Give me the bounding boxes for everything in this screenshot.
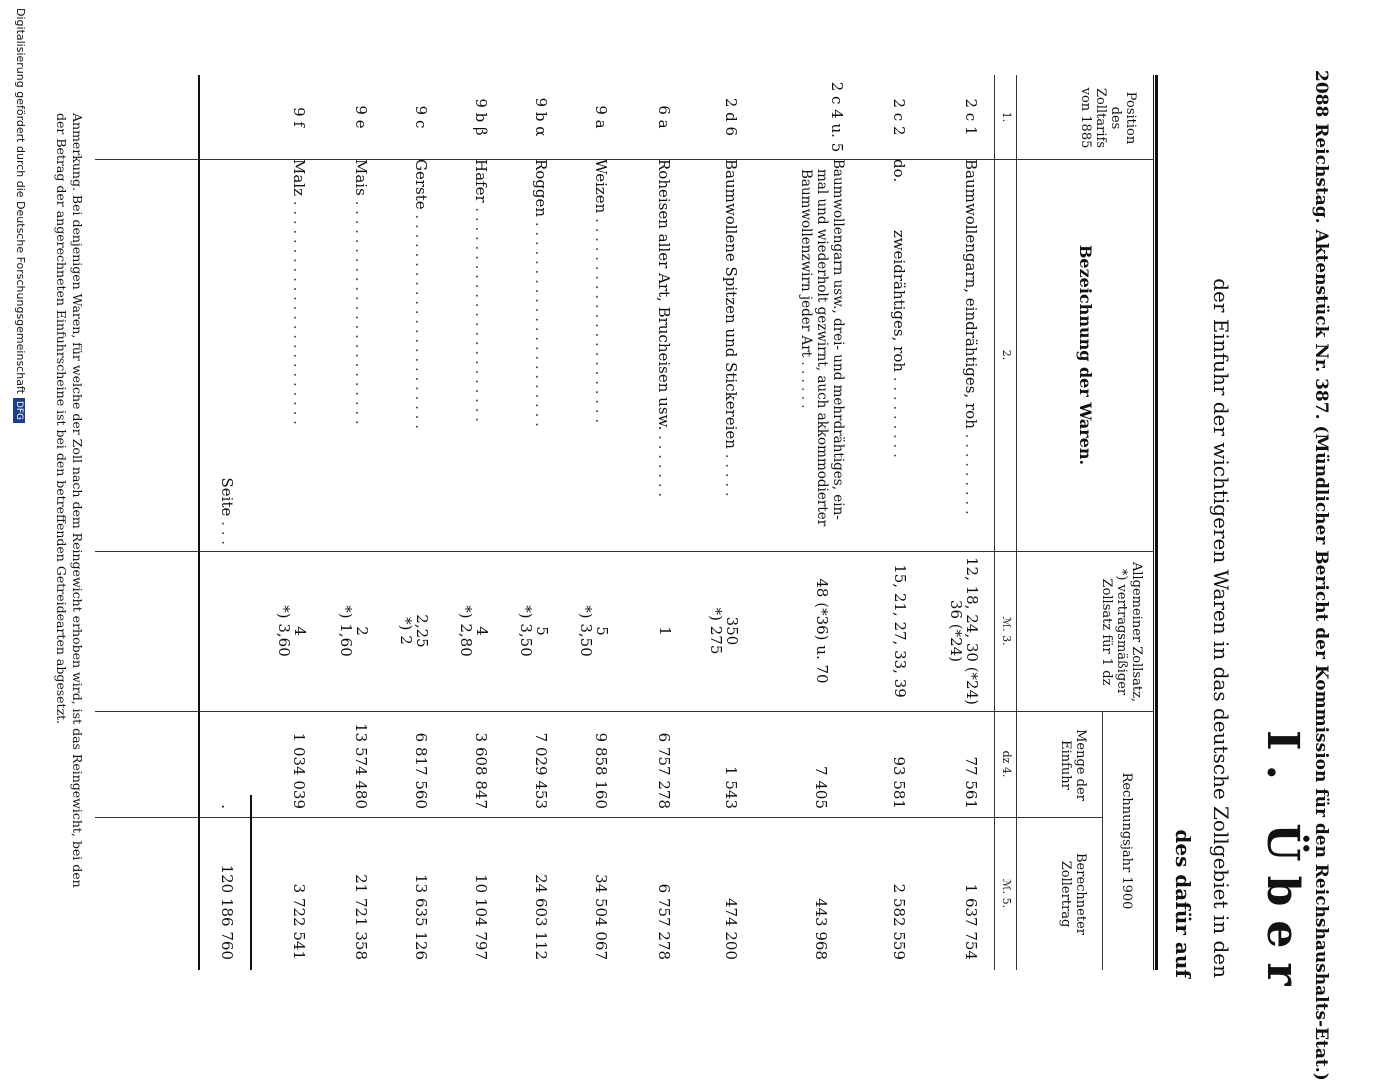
- row-quantity: 3 608 847: [472, 732, 490, 809]
- row-description: do. zweidrähtiges, roh . . . . . . . . .: [890, 159, 908, 458]
- running-header: 2088 Reichstag. Aktenstück Nr. 387. (Mündlicher Bericht der Kommission für den Reichshaushalts-Etat.): [1311, 70, 1331, 1081]
- col-number-1: 1.: [1000, 111, 1013, 123]
- row-rate: 15, 21, 27, 33, 39: [891, 564, 909, 698]
- title-line-2: des dafür auf: [1171, 829, 1195, 978]
- row-description: Baumwollene Spitzen und Stickereien . . . . .: [722, 159, 740, 497]
- col-number-4: [1000, 711, 1013, 817]
- row-rate: 2 *) 1,60: [337, 605, 371, 657]
- digitization-credit: [13, 8, 27, 423]
- footnote-line-2: der Betrag der angerechneten Einfuhrscheine ist bei den betreffenden Getreidearten abgesetzt.: [54, 113, 69, 725]
- row-description: Malz . . . . . . . . . . . . . . . . . . . . . . . .: [290, 159, 308, 425]
- header-duty-yield: Berechneter Zollertrag: [1058, 852, 1088, 935]
- row-description: Roggen . . . . . . . . . . . . . . . . . . . . . .: [532, 159, 550, 427]
- row-duty-yield: 474 200: [722, 897, 740, 960]
- row-position: 9 c: [412, 105, 430, 129]
- row-position: 2 d 6: [722, 97, 740, 137]
- row-rate: 1: [656, 626, 674, 636]
- row-position: 6 a: [655, 105, 673, 129]
- row-rate: 2,25 *) 2: [397, 614, 431, 648]
- row-duty-yield: 24 603 112: [532, 874, 550, 960]
- row-rate: 350 *) 275: [707, 607, 741, 655]
- row-rate: 5 *) 3,50: [517, 605, 551, 657]
- row-position: 2 c 4 u. 5: [828, 81, 846, 153]
- row-quantity: 77 561: [962, 756, 980, 809]
- quantity-unit: dz: [1000, 750, 1013, 764]
- row-rate: 5 *) 3,50: [577, 605, 611, 657]
- row-quantity: 7 405: [812, 766, 830, 809]
- row-duty-yield: 443 968: [812, 897, 830, 960]
- yield-unit: ℳ.: [1000, 878, 1013, 895]
- rate-unit: ℳ.: [1000, 616, 1013, 632]
- credit-text: Digitalisierung gefördert durch die Deutsche Forschungsgemeinschaft: [14, 8, 27, 394]
- row-description: Mais . . . . . . . . . . . . . . . . . . . . . . . .: [352, 159, 370, 425]
- row-description: Weizen . . . . . . . . . . . . . . . . . . . . . .: [592, 159, 610, 424]
- row-duty-yield: 2 582 559: [890, 883, 908, 960]
- top-rule-thin: [1153, 75, 1154, 970]
- row-duty-yield: 1 637 754: [962, 883, 980, 960]
- import-table: [95, 75, 1158, 970]
- header-description: Bezeichnung der Waren.: [1076, 244, 1095, 466]
- row-position: 9 b α: [532, 97, 550, 137]
- group-divider: [1102, 711, 1103, 970]
- row-duty-yield: 13 635 126: [412, 874, 430, 960]
- row-quantity: 1 543: [722, 766, 740, 809]
- row-rate: 12, 18, 24, 30 (*24) 36 (*24): [947, 556, 981, 705]
- total-duty-yield: 120 186 760: [218, 864, 236, 960]
- row-rate: 4 *) 3,60: [275, 605, 309, 657]
- row-position: 9 b β: [472, 98, 490, 136]
- header-divider: [1016, 75, 1017, 970]
- header-fiscal-year: Rechnungsjahr 1900: [1119, 772, 1134, 910]
- title-numeral: I. Über: [1257, 730, 1308, 1000]
- sum-rule: [250, 795, 252, 970]
- row-quantity: 6 817 560: [412, 732, 430, 809]
- row-quantity: 13 574 480: [352, 723, 370, 809]
- row-quantity: 9 858 160: [592, 732, 610, 809]
- row-quantity: 7 029 453: [532, 732, 550, 809]
- top-rule: [1155, 75, 1158, 970]
- row-duty-yield: 3 722 541: [290, 883, 308, 960]
- row-duty-yield: 10 104 797: [472, 874, 490, 960]
- row-description: Roheisen aller Art, Brucheisen usw. . . . . . . .: [655, 159, 673, 498]
- col-number-3-label: 3.: [1000, 635, 1013, 646]
- total-quantity: .: [218, 804, 236, 809]
- header-rate: Allgemeiner Zollsatz, *) vertragsmäßiger Zollsatz für 1 dz: [1099, 561, 1144, 703]
- row-quantity: 93 581: [890, 756, 908, 809]
- row-quantity: 6 757 278: [655, 732, 673, 809]
- row-position: 9 e: [352, 105, 370, 129]
- row-rate: 4 *) 2,80: [457, 605, 491, 657]
- row-description: Hafer . . . . . . . . . . . . . . . . . . . . . . .: [472, 159, 490, 422]
- row-position: 9 a: [592, 105, 610, 129]
- row-description: Baumwollengarn, eindrähtiges, roh . . . . . . . . .: [962, 159, 980, 515]
- row-duty-yield: 6 757 278: [655, 883, 673, 960]
- number-divider: [994, 75, 995, 970]
- row-description: Baumwollengarn usw., drei- und mehrdrähtiges, ein- mal und wiederholt gezwirnt, auch akkommodierter Baumwollenzwirn jeder Art . . . . . .: [798, 159, 846, 527]
- title-line-1: der Einfuhr der wichtigeren Waren in das deutsche Zollgebiet in den: [1209, 278, 1233, 978]
- header-position: Position des Zolltarifs von 1885: [1078, 87, 1138, 149]
- row-quantity: 1 034 039: [290, 732, 308, 809]
- row-position: 2 c 2: [890, 98, 908, 136]
- row-duty-yield: 21 721 358: [352, 874, 370, 960]
- col-number-2: 2.: [1000, 349, 1013, 361]
- col-number-5: [1000, 817, 1013, 970]
- bottom-rule: [198, 75, 200, 970]
- footnote: [53, 113, 85, 953]
- row-duty-yield: 34 504 067: [592, 874, 610, 960]
- footnote-line-1: Anmerkung. Bei denjenigen Waren, für welche der Zoll nach dem Reingewicht erhoben wird, ist das Reingewicht, bei den: [70, 113, 85, 888]
- col-number-4-label: 4.: [1000, 766, 1013, 778]
- seite-label: Seite . . .: [218, 477, 236, 545]
- row-position: 2 c 1: [962, 98, 980, 136]
- header-quantity: Menge der Einfuhr: [1058, 729, 1088, 801]
- col-number-3: [1000, 551, 1013, 711]
- dfg-logo: DFG: [13, 398, 25, 423]
- row-rate: 48 (*36) u. 70: [813, 578, 831, 684]
- row-position: 9 f: [290, 107, 308, 127]
- col-number-5-label: 5.: [1000, 897, 1013, 909]
- row-description: Gerste . . . . . . . . . . . . . . . . . . . . . . .: [412, 159, 430, 429]
